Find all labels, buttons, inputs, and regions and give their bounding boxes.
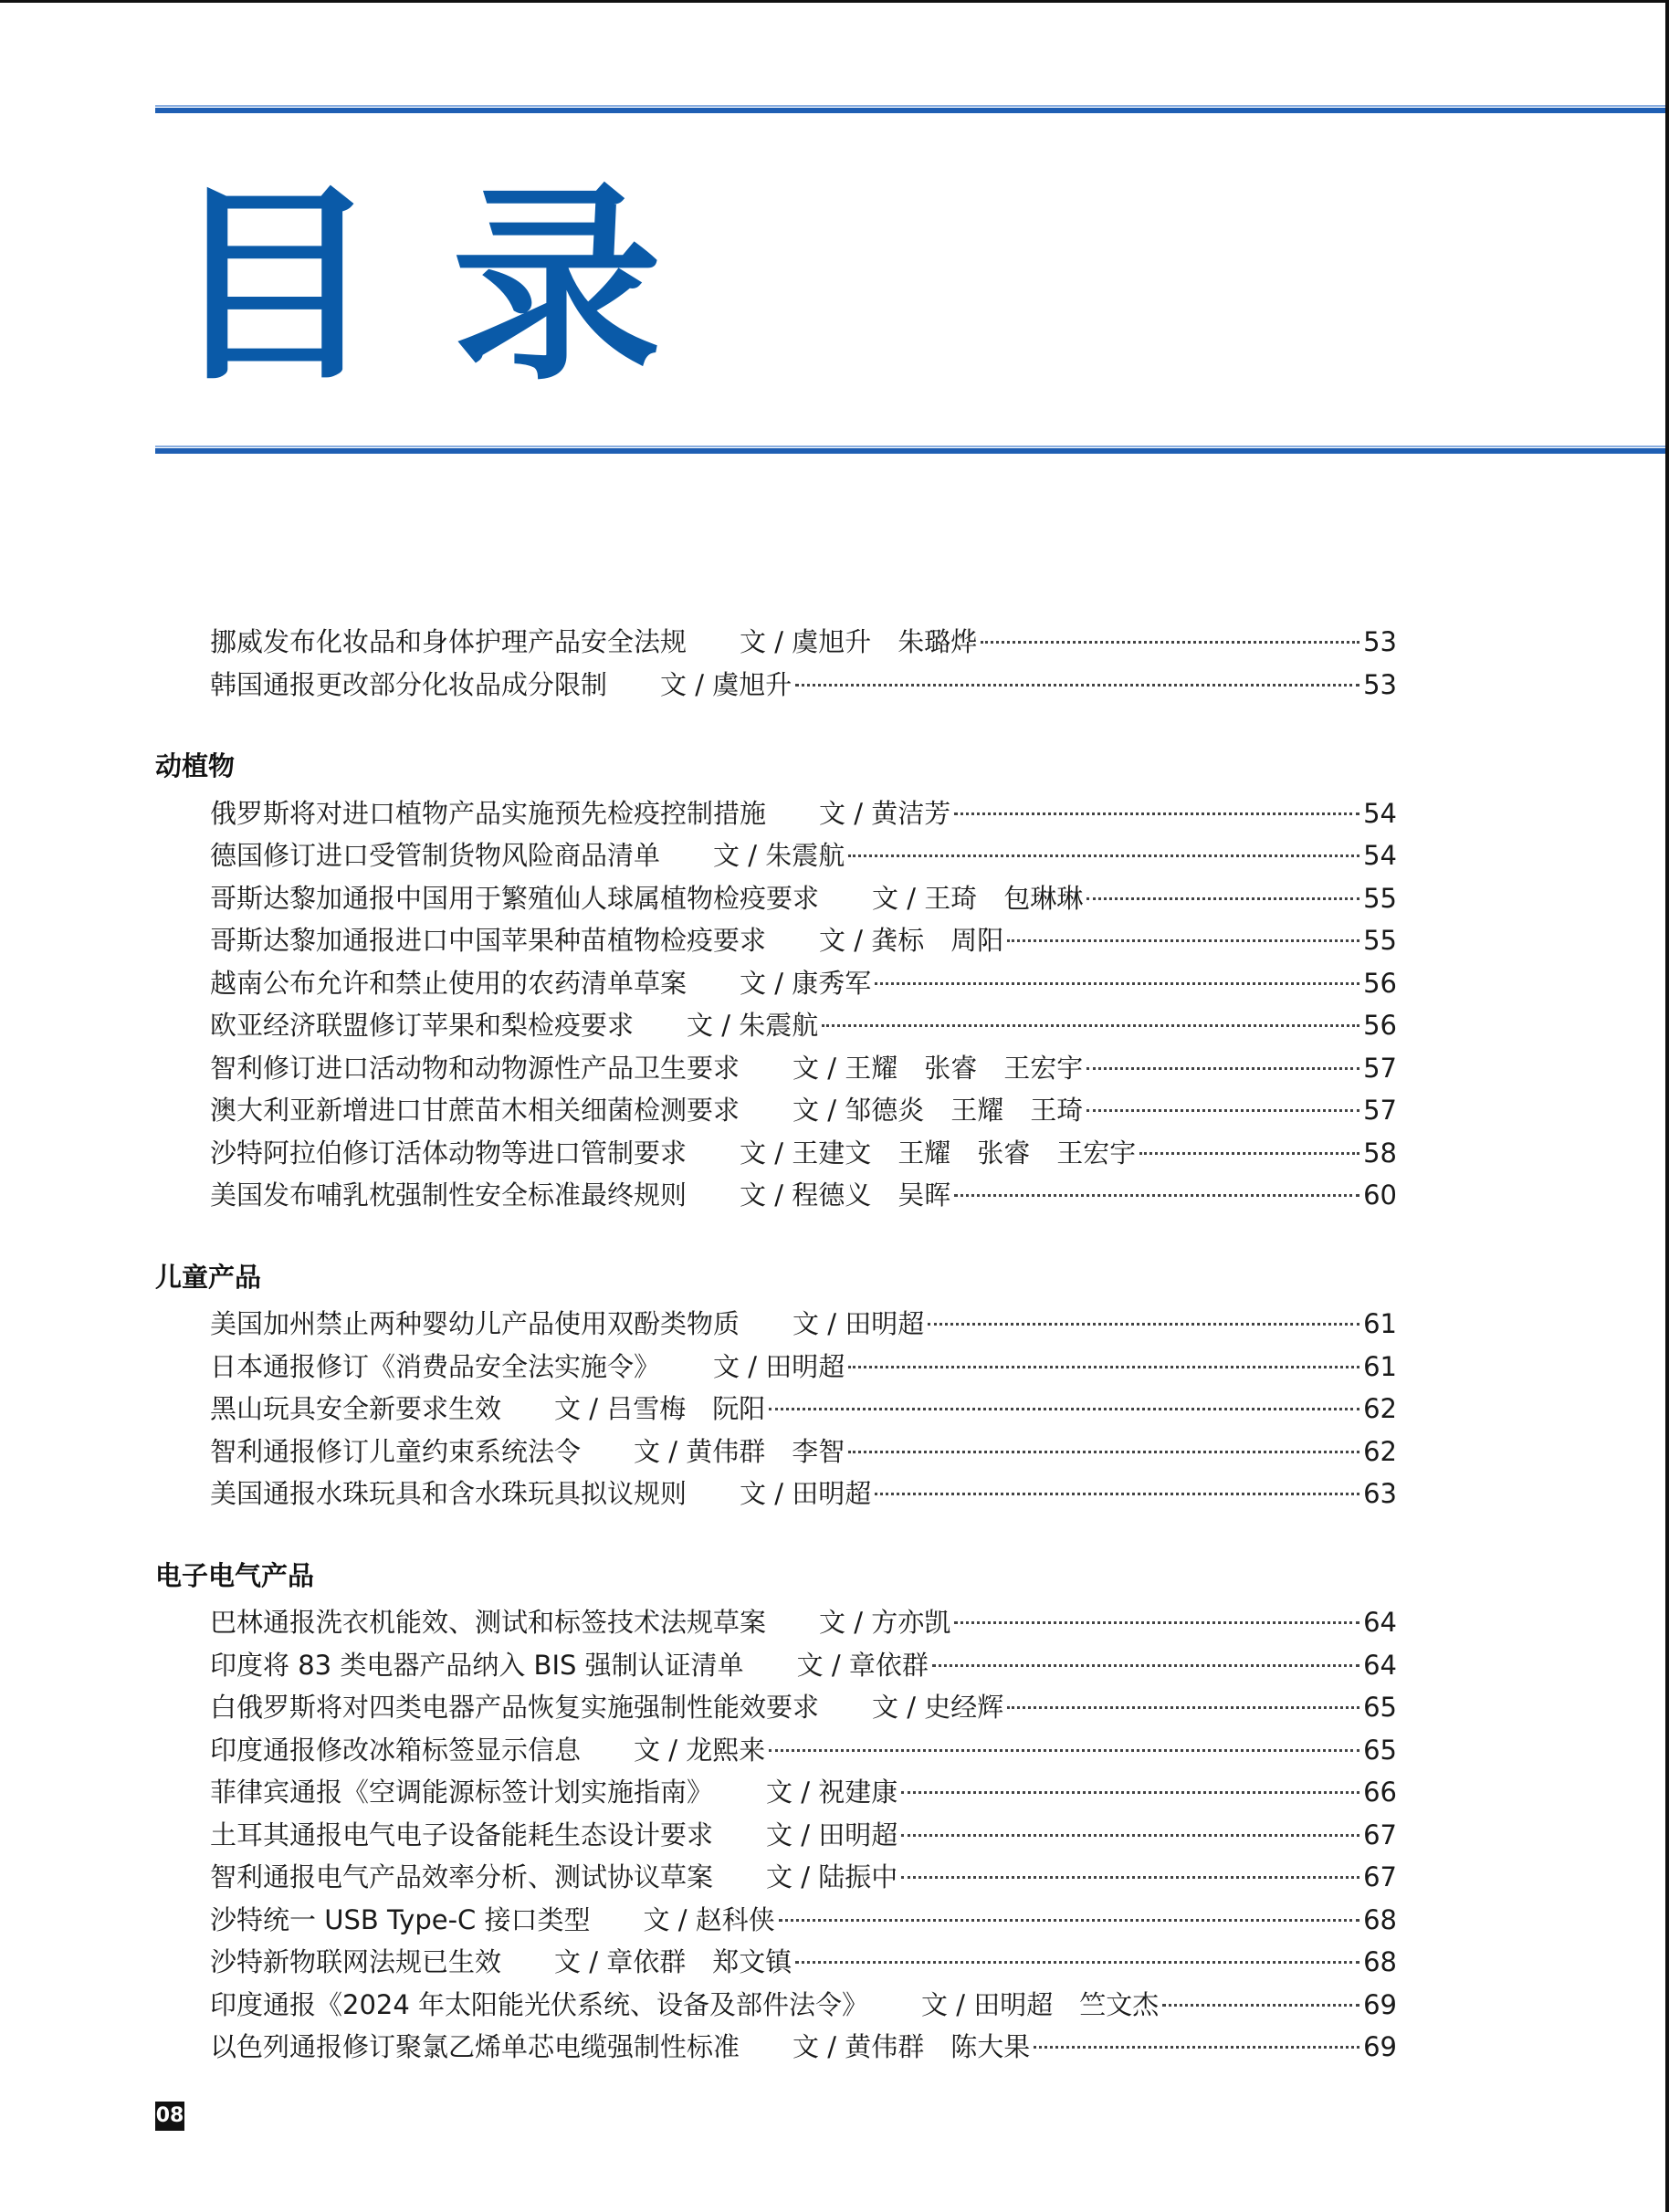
entry-author: 文 / 康秀军 <box>740 967 872 999</box>
entry-title: 美国加州禁止两种婴幼儿产品使用双酚类物质 <box>210 1308 740 1339</box>
dot-leader <box>769 1407 1359 1410</box>
dot-leader <box>875 1492 1359 1495</box>
entry-page-number: 62 <box>1363 1435 1397 1467</box>
entry-page-number: 60 <box>1363 1179 1397 1211</box>
entry-author: 文 / 王琦 包琳琳 <box>872 882 1084 914</box>
entry-author: 文 / 赵科侠 <box>643 1903 775 1935</box>
dot-leader <box>848 854 1359 857</box>
entry-page-number: 68 <box>1363 1946 1397 1977</box>
dot-leader <box>932 1663 1359 1667</box>
entry-title: 沙特新物联网法规已生效 <box>210 1946 502 1977</box>
entry-author: 文 / 王耀 张睿 王宏宇 <box>793 1052 1084 1084</box>
dot-leader <box>822 1023 1359 1027</box>
dot-leader <box>901 1875 1359 1879</box>
entry-page-number: 67 <box>1363 1861 1397 1892</box>
toc-entry[interactable] <box>210 664 1397 706</box>
entry-page-number: 54 <box>1363 797 1397 829</box>
entry-page-number: 69 <box>1363 2031 1397 2062</box>
entry-page-number: 66 <box>1363 1777 1397 1808</box>
toc-entry[interactable] <box>210 1644 1397 1686</box>
entry-author: 文 / 龙熙来 <box>634 1734 766 1766</box>
entry-page-number: 67 <box>1363 1819 1397 1850</box>
entry-author: 文 / 黄伟群 陈大果 <box>793 2031 1031 2062</box>
entry-author: 文 / 方亦凯 <box>819 1607 951 1638</box>
entry-title: 沙特阿拉伯修订活体动物等进口管制要求 <box>210 1137 688 1169</box>
dot-leader <box>1086 1066 1359 1070</box>
title-char: 录 <box>452 165 663 409</box>
entry-author: 文 / 黄伟群 李智 <box>634 1435 845 1467</box>
entry-author: 文 / 田明超 <box>766 1819 898 1850</box>
toc-entry[interactable] <box>210 1899 1397 1941</box>
toc-entry[interactable] <box>210 621 1397 663</box>
toc-entry[interactable] <box>210 877 1397 919</box>
toc-entry[interactable] <box>210 1089 1397 1131</box>
toc-entry[interactable] <box>210 2026 1397 2068</box>
toc-entry[interactable] <box>210 1004 1397 1046</box>
entry-author: 文 / 虞旭升 <box>660 668 793 700</box>
dot-leader <box>875 981 1359 985</box>
dot-leader <box>795 683 1359 687</box>
entry-page-number: 61 <box>1363 1308 1397 1339</box>
toc-entry[interactable] <box>210 1132 1397 1174</box>
entry-author: 文 / 吕雪梅 阮阳 <box>554 1393 766 1424</box>
entry-page-number: 58 <box>1363 1137 1397 1169</box>
entry-title: 智利通报修订儿童约束系统法令 <box>210 1435 582 1467</box>
entry-author: 文 / 章依群 <box>796 1649 929 1681</box>
dot-leader <box>1034 2045 1359 2049</box>
dot-leader <box>848 1365 1359 1368</box>
entry-page-number: 69 <box>1363 1988 1397 2020</box>
page-number: 08 <box>155 2102 184 2131</box>
entry-author: 文 / 程德义 吴晖 <box>740 1179 951 1211</box>
toc-entry[interactable] <box>210 1473 1397 1515</box>
entry-title: 哥斯达黎加通报中国用于繁殖仙人球属植物检疫要求 <box>210 882 820 914</box>
dot-leader <box>848 1450 1359 1453</box>
toc-entry[interactable] <box>210 1771 1397 1813</box>
dot-leader <box>928 1322 1359 1326</box>
right-border <box>1665 0 1669 2212</box>
entry-title: 菲律宾通报《空调能源标签计划实施指南》 <box>210 1777 714 1808</box>
entry-author: 文 / 朱震航 <box>713 840 845 871</box>
entry-author: 文 / 黄洁芳 <box>819 797 951 829</box>
entry-title: 沙特统一 USB Type-C 接口类型 <box>210 1903 591 1935</box>
entry-title: 智利修订进口活动物和动物源性产品卫生要求 <box>210 1052 740 1084</box>
toc-entry[interactable] <box>210 792 1397 834</box>
entry-author: 文 / 章依群 郑文镇 <box>554 1946 793 1977</box>
entry-title: 以色列通报修订聚氯乙烯单芯电缆强制性标准 <box>210 2031 740 2062</box>
dot-leader <box>901 1833 1359 1837</box>
toc-entry[interactable] <box>210 1047 1397 1089</box>
entry-author: 文 / 龚标 周阳 <box>819 925 1004 956</box>
entry-page-number: 55 <box>1363 925 1397 956</box>
section-heading: 电子电气产品 <box>155 1559 315 1591</box>
entry-page-number: 64 <box>1363 1649 1397 1681</box>
toc-entry[interactable] <box>210 834 1397 876</box>
entry-page-number: 68 <box>1363 1903 1397 1935</box>
entry-title: 美国发布哺乳枕强制性安全标准最终规则 <box>210 1179 688 1211</box>
title-char: 目 <box>169 165 380 409</box>
entry-title: 巴林通报洗衣机能效、测试和标签技术法规草案 <box>210 1607 767 1638</box>
entry-page-number: 55 <box>1363 882 1397 914</box>
entry-page-number: 64 <box>1363 1607 1397 1638</box>
top-border <box>0 0 1669 3</box>
toc-entry[interactable] <box>210 919 1397 961</box>
entry-author: 文 / 史经辉 <box>872 1692 1004 1723</box>
entry-title: 印度将 83 类电器产品纳入 BIS 强制认证清单 <box>210 1649 744 1681</box>
entry-author: 文 / 祝建康 <box>766 1777 898 1808</box>
entry-title: 土耳其通报电气电子设备能耗生态设计要求 <box>210 1819 714 1850</box>
toc-entry[interactable] <box>210 1174 1397 1216</box>
dot-leader <box>1139 1151 1359 1155</box>
entry-title: 越南公布允许和禁止使用的农药清单草案 <box>210 967 688 999</box>
toc-entry[interactable] <box>210 1729 1397 1771</box>
toc-entry[interactable] <box>210 1856 1397 1898</box>
dot-leader <box>1086 896 1359 900</box>
entry-title: 白俄罗斯将对四类电器产品恢复实施强制性能效要求 <box>210 1692 820 1723</box>
entry-title: 韩国通报更改部分化妆品成分限制 <box>210 668 608 700</box>
entry-author: 文 / 王建文 王耀 张睿 王宏宇 <box>740 1137 1137 1169</box>
entry-page-number: 53 <box>1363 626 1397 657</box>
entry-page-number: 65 <box>1363 1734 1397 1766</box>
header-rule-bottom <box>155 446 1665 454</box>
toc-entry[interactable] <box>210 1984 1397 2026</box>
entry-title: 黑山玩具安全新要求生效 <box>210 1393 502 1424</box>
header-rule-top <box>155 105 1665 113</box>
entry-title: 哥斯达黎加通报进口中国苹果种苗植物检疫要求 <box>210 925 767 956</box>
entry-page-number: 61 <box>1363 1350 1397 1382</box>
entry-author: 文 / 田明超 竺文杰 <box>921 1988 1160 2020</box>
entry-author: 文 / 陆振中 <box>766 1861 898 1892</box>
dot-leader <box>1007 938 1359 942</box>
dot-leader <box>1086 1108 1359 1112</box>
entry-page-number: 53 <box>1363 668 1397 700</box>
entry-page-number: 54 <box>1363 840 1397 871</box>
toc-entry[interactable] <box>210 1346 1397 1388</box>
entry-title: 挪威发布化妆品和身体护理产品安全法规 <box>210 626 688 657</box>
entry-title: 澳大利亚新增进口甘蔗苗木相关细菌检测要求 <box>210 1095 740 1126</box>
page-title <box>169 165 663 409</box>
entry-author: 文 / 朱震航 <box>687 1010 819 1041</box>
entry-title: 德国修订进口受管制货物风险商品清单 <box>210 840 661 871</box>
entry-title: 欧亚经济联盟修订苹果和梨检疫要求 <box>210 1010 635 1041</box>
dot-leader <box>1007 1705 1359 1709</box>
dot-leader <box>795 1960 1359 1964</box>
section-heading: 儿童产品 <box>155 1261 262 1293</box>
dot-leader <box>954 1193 1359 1197</box>
entry-page-number: 57 <box>1363 1052 1397 1084</box>
entry-title: 日本通报修订《消费品安全法实施令》 <box>210 1350 661 1382</box>
dot-leader <box>901 1790 1359 1794</box>
entry-page-number: 62 <box>1363 1393 1397 1424</box>
toc-entry[interactable] <box>210 1388 1397 1430</box>
toc-entry[interactable] <box>210 1601 1397 1643</box>
entry-author: 文 / 虞旭升 朱璐烨 <box>740 626 978 657</box>
dot-leader <box>779 1918 1359 1922</box>
entry-author: 文 / 田明超 <box>793 1308 925 1339</box>
entry-page-number: 63 <box>1363 1478 1397 1509</box>
entry-author: 文 / 田明超 <box>713 1350 845 1382</box>
dot-leader <box>769 1748 1359 1752</box>
toc-entry[interactable] <box>210 1941 1397 1983</box>
dot-leader <box>981 640 1359 644</box>
entry-title: 俄罗斯将对进口植物产品实施预先检疫控制措施 <box>210 797 767 829</box>
toc-entry[interactable] <box>210 1814 1397 1856</box>
entry-author: 文 / 田明超 <box>740 1478 872 1509</box>
dot-leader <box>954 812 1359 815</box>
entry-page-number: 57 <box>1363 1095 1397 1126</box>
entry-title: 印度通报《2024 年太阳能光伏系统、设备及部件法令》 <box>210 1988 869 2020</box>
entry-page-number: 56 <box>1363 967 1397 999</box>
entry-author: 文 / 邹德炎 王耀 王琦 <box>793 1095 1084 1126</box>
entry-page-number: 56 <box>1363 1010 1397 1041</box>
entry-page-number: 65 <box>1363 1692 1397 1723</box>
toc-entry[interactable] <box>210 962 1397 1004</box>
toc-entry[interactable] <box>210 1431 1397 1473</box>
toc-entry[interactable] <box>210 1686 1397 1728</box>
dot-leader <box>954 1620 1359 1624</box>
dot-leader <box>1162 2003 1359 2007</box>
entry-title: 美国通报水珠玩具和含水珠玩具拟议规则 <box>210 1478 688 1509</box>
toc-entry[interactable] <box>210 1303 1397 1345</box>
entry-title: 智利通报电气产品效率分析、测试协议草案 <box>210 1861 714 1892</box>
section-heading: 动植物 <box>155 750 236 781</box>
entry-title: 印度通报修改冰箱标签显示信息 <box>210 1734 582 1766</box>
